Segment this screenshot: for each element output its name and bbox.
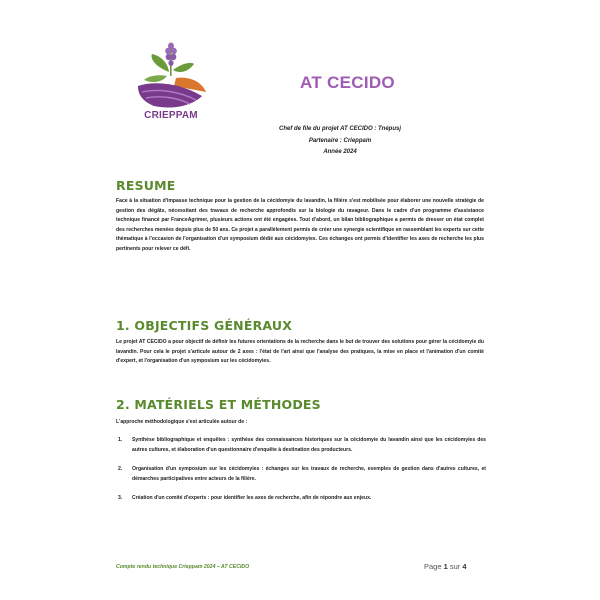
list-item (116, 465, 486, 484)
list-item (116, 436, 486, 455)
project-metadata (250, 124, 430, 159)
section-title-materiels: 2. MATÉRIELS ET MÉTHODES (116, 397, 321, 412)
methods-list (116, 436, 486, 514)
list-item (116, 494, 486, 504)
metadata-lead: Chef de file du projet AT CECIDO : Tnépusj (278, 126, 401, 132)
page-separator: sur (449, 562, 461, 571)
document-title: AT CECIDO (300, 73, 395, 92)
materiels-intro: L'approche méthodologique s'est articulée autour de : (116, 419, 248, 425)
page-total: 4 (462, 562, 467, 571)
section-title-resume: RESUME (116, 178, 176, 193)
list-item-text: Création d'un comité d'experts : pour identifier les axes de recherche, afin de répondre aux enjeux. (132, 495, 372, 502)
metadata-partner: Partenaire : Crieppam (308, 137, 372, 144)
list-item-text: Synthèse bibliographique et enquêtes : synthèse des connaissances historiques sur la cécidomyie du lavandin ainsi que les cécidomyies des autres cultures, et élaboration d'un questionnaire d'enquête à destination des producteurs. (132, 437, 486, 453)
objectifs-paragraph: Le projet AT CECIDO a pour objectif de définir les futures orientations de la recherche dans le but de trouver des solutions pour gérer la cécidomyie du lavandin. Pour cela le projet s'articule autour de 2 axes : l'état de l'art ainsi que l'analyse des pratiques, la mise en place et l'animation d'un comité d'expert, et l'organisation d'un symposium sur les cécidomyies. (116, 339, 484, 365)
page-number (424, 562, 467, 571)
lavender-field-icon (132, 40, 210, 112)
resume-paragraph: Face à la situation d'impasse technique pour la gestion de la cécidomyie du lavandin, la filière s'est mobilisée pour élaborer une nouvelle stratégie de gestion des dégâts, nécessitant des travaux de recherche approfondis sur la biologie du ravageur. Dans le cadre d'un programme d'assistance technique financé par FranceAgrimer, plusieurs actions ont été engagées. Tout d'abord, un bilan bibliographique a permis de dresser un état complet des recherches menées depuis plus de 50 ans. Ce projet a parallèlement permis de créer une synergie scientifique en rassemblant les experts sur cette thématique à l'occasion de l'organisation d'un symposium dédié aux cécidomyies. Ces échanges ont permis d'identifier les axes de recherche les plus pertinents pour relever ce défi. (116, 198, 484, 252)
list-item-text: Organisation d'un symposium sur les cécidomyies : échanges sur les travaux de recherche, exemples de gestion dans d'autres cultures, et démarches participatives entre acteurs de la filière. (132, 466, 486, 482)
list-item-number: 1. (118, 437, 123, 443)
metadata-year: Année 2024 (323, 149, 357, 155)
crieppam-logo (132, 40, 210, 122)
list-item-number: 2. (118, 466, 123, 473)
page-current: 1 (443, 562, 448, 571)
list-item-number: 3. (118, 495, 123, 502)
page-word: Page (424, 562, 442, 571)
logo-wordmark: CRIEPPAM (144, 110, 198, 121)
section-title-objectifs: 1. OBJECTIFS GÉNÉRAUX (116, 318, 293, 333)
footer-report-label: Compte rendu technique Crieppam 2024 – AT CECIDO (116, 564, 250, 570)
